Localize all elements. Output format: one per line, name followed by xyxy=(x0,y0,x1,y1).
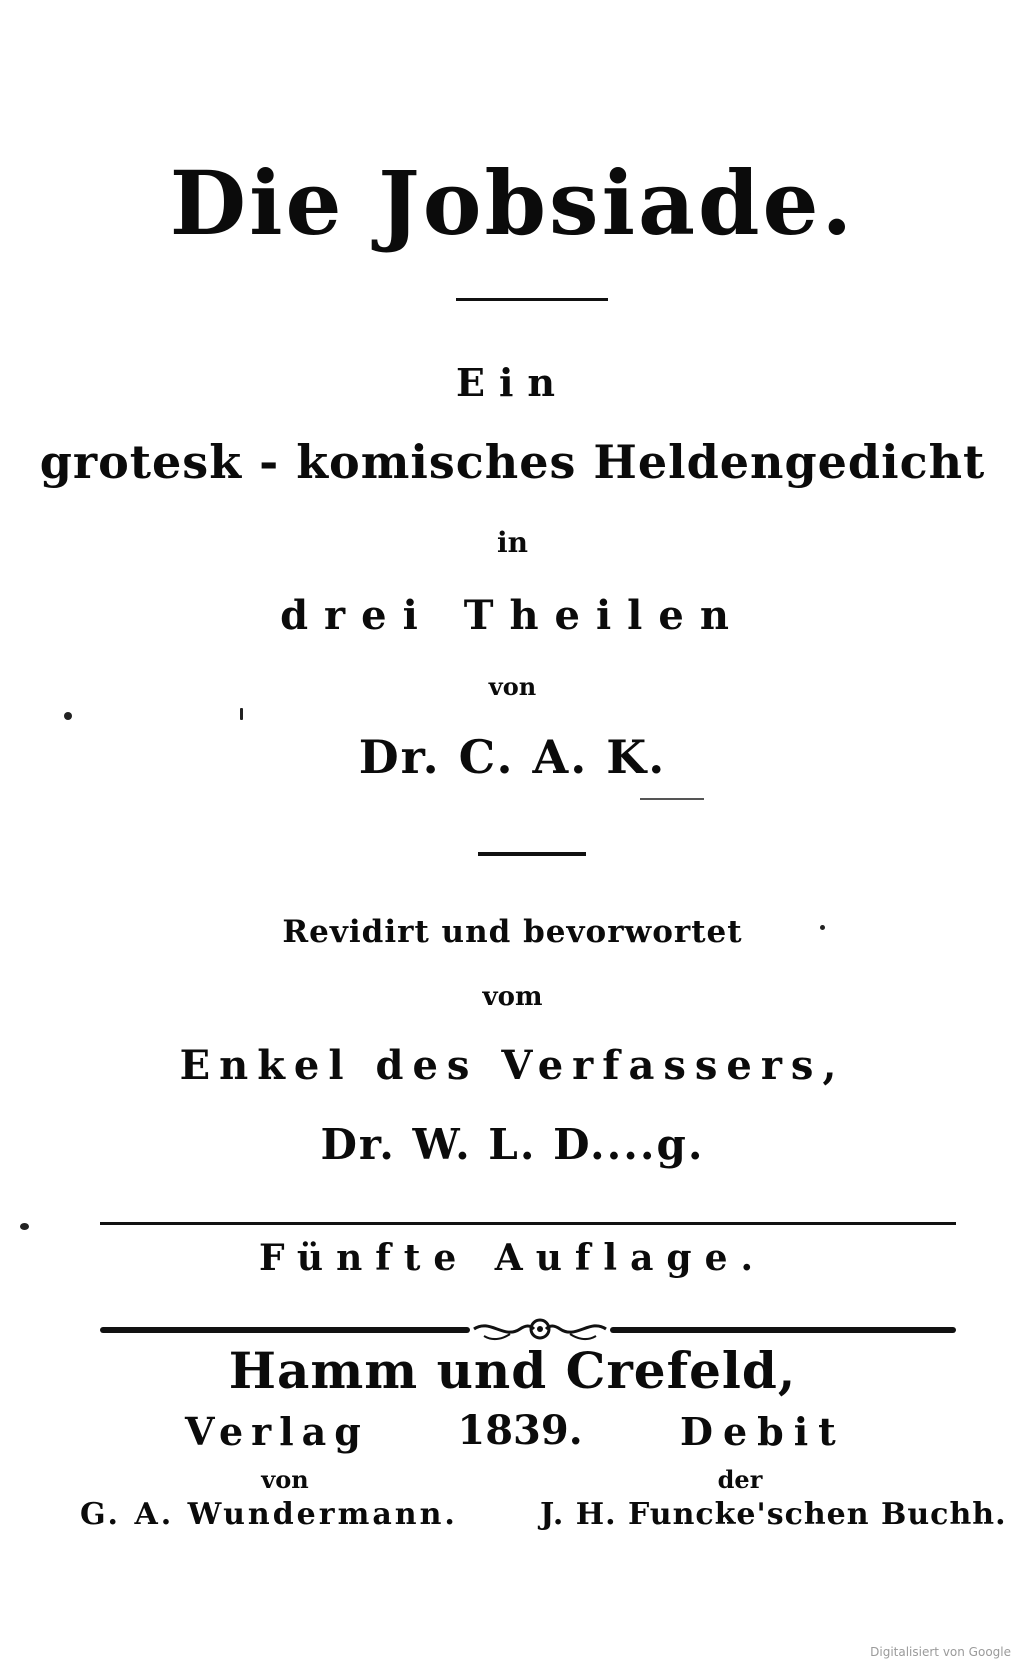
editor-name: Dr. W. L. D....g. xyxy=(320,1120,705,1169)
publisher-left: G. A. Wundermann. xyxy=(80,1497,458,1532)
imprint-verlag: Verlag xyxy=(185,1409,369,1454)
imprint-place: Hamm und Crefeld, xyxy=(228,1341,797,1400)
imprint-year: 1839. xyxy=(457,1407,583,1454)
subtitle-parts: drei Theilen xyxy=(280,592,745,639)
author-underline xyxy=(640,798,704,800)
subtitle-ein: Ein xyxy=(455,360,570,405)
ink-speck xyxy=(820,925,825,930)
ink-speck xyxy=(240,708,243,720)
author-name: Dr. C. A. K. xyxy=(358,730,667,784)
subtitle-line: grotesk - komisches Heldengedicht xyxy=(39,435,986,489)
divider-rule xyxy=(478,852,586,856)
subtitle-in: in xyxy=(497,526,528,559)
divider-rule xyxy=(100,1222,956,1225)
revised-vom: vom xyxy=(482,982,543,1012)
divider-rule xyxy=(456,298,608,301)
revised-line: Revidirt und bevorwortet xyxy=(282,914,743,950)
author-von: von xyxy=(488,672,537,701)
edition-line: Fünfte Auflage. xyxy=(258,1237,767,1279)
ornament-rule-left xyxy=(100,1327,470,1333)
imprint-debit: Debit xyxy=(680,1409,846,1454)
digitization-credit: Digitalisiert von Google xyxy=(870,1645,1011,1659)
publisher-right: J. H. Funcke'schen Buchh. xyxy=(540,1497,1007,1532)
imprint-von: von xyxy=(261,1465,309,1494)
ink-speck xyxy=(64,712,72,720)
imprint-der: der xyxy=(717,1465,763,1494)
book-title: Die Jobsiade. xyxy=(169,151,856,255)
grandson-line: Enkel des Verfassers, xyxy=(179,1042,846,1089)
ink-speck xyxy=(20,1223,29,1230)
ornament-rule-right xyxy=(610,1327,956,1333)
